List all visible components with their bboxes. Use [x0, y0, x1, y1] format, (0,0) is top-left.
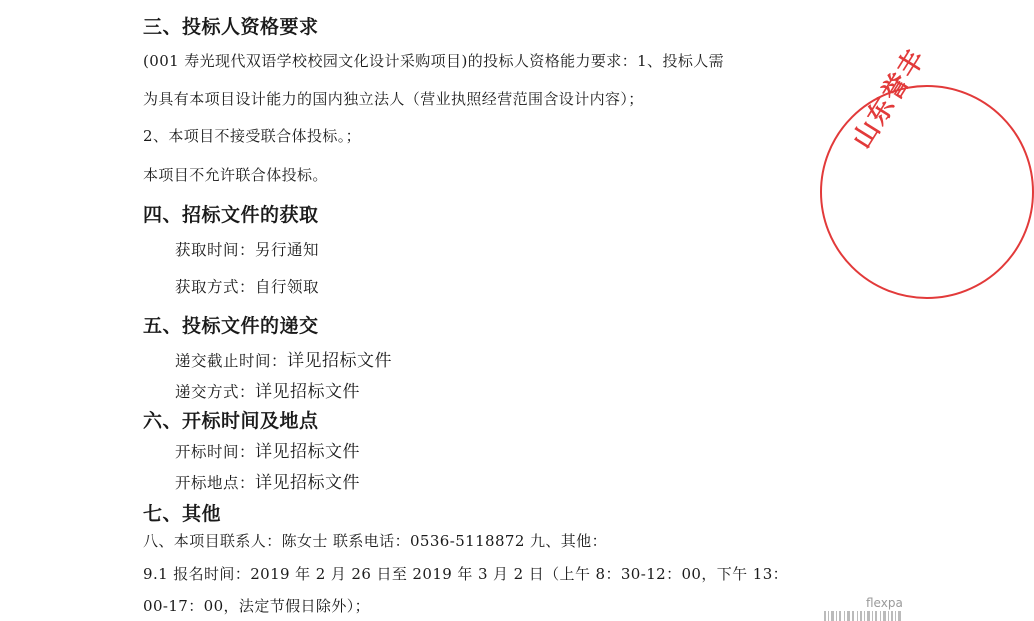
section-6-place-row [175, 468, 360, 493]
section-5-method-row [175, 377, 360, 402]
section-5-deadline-label: 递交截止时间： [175, 352, 288, 370]
section-4-method-row [175, 275, 319, 297]
section-5-method-value: 详见招标文件 [255, 382, 361, 402]
company-seal-text: 山东誉丰 [847, 43, 932, 155]
section-7-title: 七、其他 [143, 503, 222, 525]
section-6-place-label: 开标地点： [175, 474, 256, 492]
section-6-time-label: 开标时间： [175, 443, 256, 461]
section-3-paragraph-3: 2、本项目不接受联合体投标。； [143, 127, 362, 145]
section-3-paragraph-1: (001 寿光现代双语学校校园文化设计采购项目)的投标人资格能力要求：1、投标人需 [143, 52, 725, 70]
section-4-method-label: 获取方式： [175, 278, 256, 296]
section-7-paragraph-2: 9.1 报名时间：2019 年 2 月 26 日至 2019 年 3 月 2 日（上午 8：30-12：00，下午 13： [143, 565, 789, 583]
section-3-paragraph-4: 本项目不允许联合体投标。 [143, 166, 328, 184]
section-6-place-value: 详见招标文件 [255, 473, 361, 493]
scanner-watermark: flexpa [866, 596, 903, 610]
section-5-method-label: 递交方式： [175, 383, 256, 401]
section-4-method-value: 自行领取 [255, 278, 320, 296]
section-5-deadline-value: 详见招标文件 [287, 351, 393, 371]
section-6-time-row [175, 437, 360, 462]
section-3-title: 三、投标人资格要求 [143, 16, 319, 38]
section-4-time-row [175, 238, 319, 260]
section-4-time-value: 另行通知 [255, 241, 320, 259]
section-6-title: 六、开标时间及地点 [143, 410, 319, 432]
section-7-paragraph-1: 八、本项目联系人：陈女士 联系电话：0536-5118872 九、其他： [143, 532, 607, 550]
section-5-deadline-row [175, 346, 392, 371]
barcode-strip [824, 611, 902, 621]
section-4-title: 四、招标文件的获取 [143, 204, 319, 226]
section-6-time-value: 详见招标文件 [255, 442, 361, 462]
section-5-title: 五、投标文件的递交 [143, 315, 319, 337]
section-4-time-label: 获取时间： [175, 241, 256, 259]
section-3-paragraph-2: 为具有本项目设计能力的国内独立法人（营业执照经营范围含设计内容）； [143, 90, 644, 108]
section-7-paragraph-3: 00-17：00，法定节假日除外）； [143, 597, 371, 615]
